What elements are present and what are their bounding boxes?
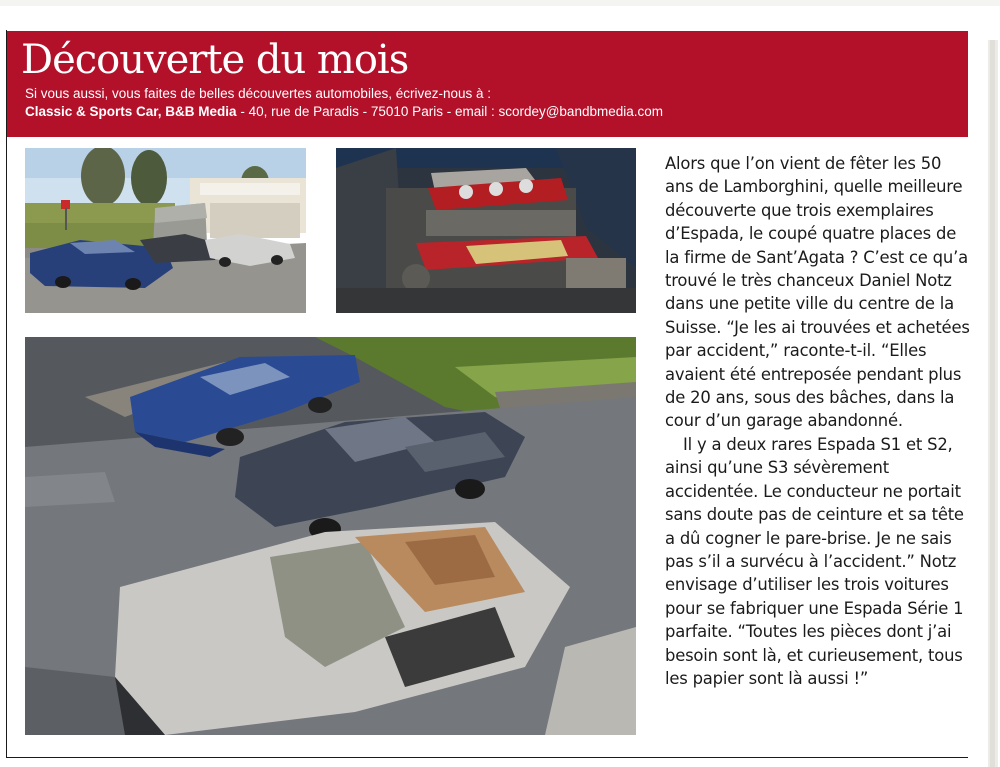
left-border-rule	[6, 30, 7, 758]
header-subtitle: Si vous aussi, vous faites de belles découvertes automobiles, écrivez-nous à :	[25, 86, 491, 101]
bottom-border-rule	[6, 757, 968, 758]
contact-name: Classic & Sports Car, B&B Media	[25, 104, 237, 119]
photo-cars-parking-lot	[25, 148, 306, 313]
photo-engine-bay	[336, 148, 636, 313]
header-banner	[7, 31, 968, 137]
article-paragraph-1: Alors que l’on vient de fêter les 50 ans de Lamborghini, quelle meilleure découverte que trois exemplaires d’Espada, le coupé quatre places de la firme de Sant’Agata ? C’est ce qu’a trouvé le très chanceux Daniel Notz dans une petite ville du centre de la Suisse. “Je les ai trouvées et achetées par accident,” raconte-t-il. “Elles avaient été entreposée pendant plus de 20 ans, sous des bâches, dans la cour d’un garage abandonné.	[665, 154, 970, 431]
page-top-edge	[0, 0, 1000, 6]
article-body	[665, 152, 970, 690]
article-paragraph-2: Il y a deux rares Espada S1 et S2, ainsi qu’une S3 sévèrement accidentée. Le conducteur ne portait sans doute pas de ceinture et sa tête a dû cogner le pare-brise. Je ne sais pas s’il a survécu à l’accident.” Notz envisage d’utiliser les trois voitures pour se fabriquer une Espada Série 1 parfaite. “Toutes les pièces dont j’ai besoin sont là, et curieusement, tous les papier sont là aussi !”	[665, 434, 964, 688]
photo-three-espadas	[25, 337, 636, 735]
header-contact	[25, 103, 663, 121]
page-title: Découverte du mois	[21, 37, 409, 83]
page-gutter	[988, 40, 998, 767]
contact-address: - 40, rue de Paradis - 75010 Paris - email : scordey@bandbmedia.com	[236, 104, 663, 119]
